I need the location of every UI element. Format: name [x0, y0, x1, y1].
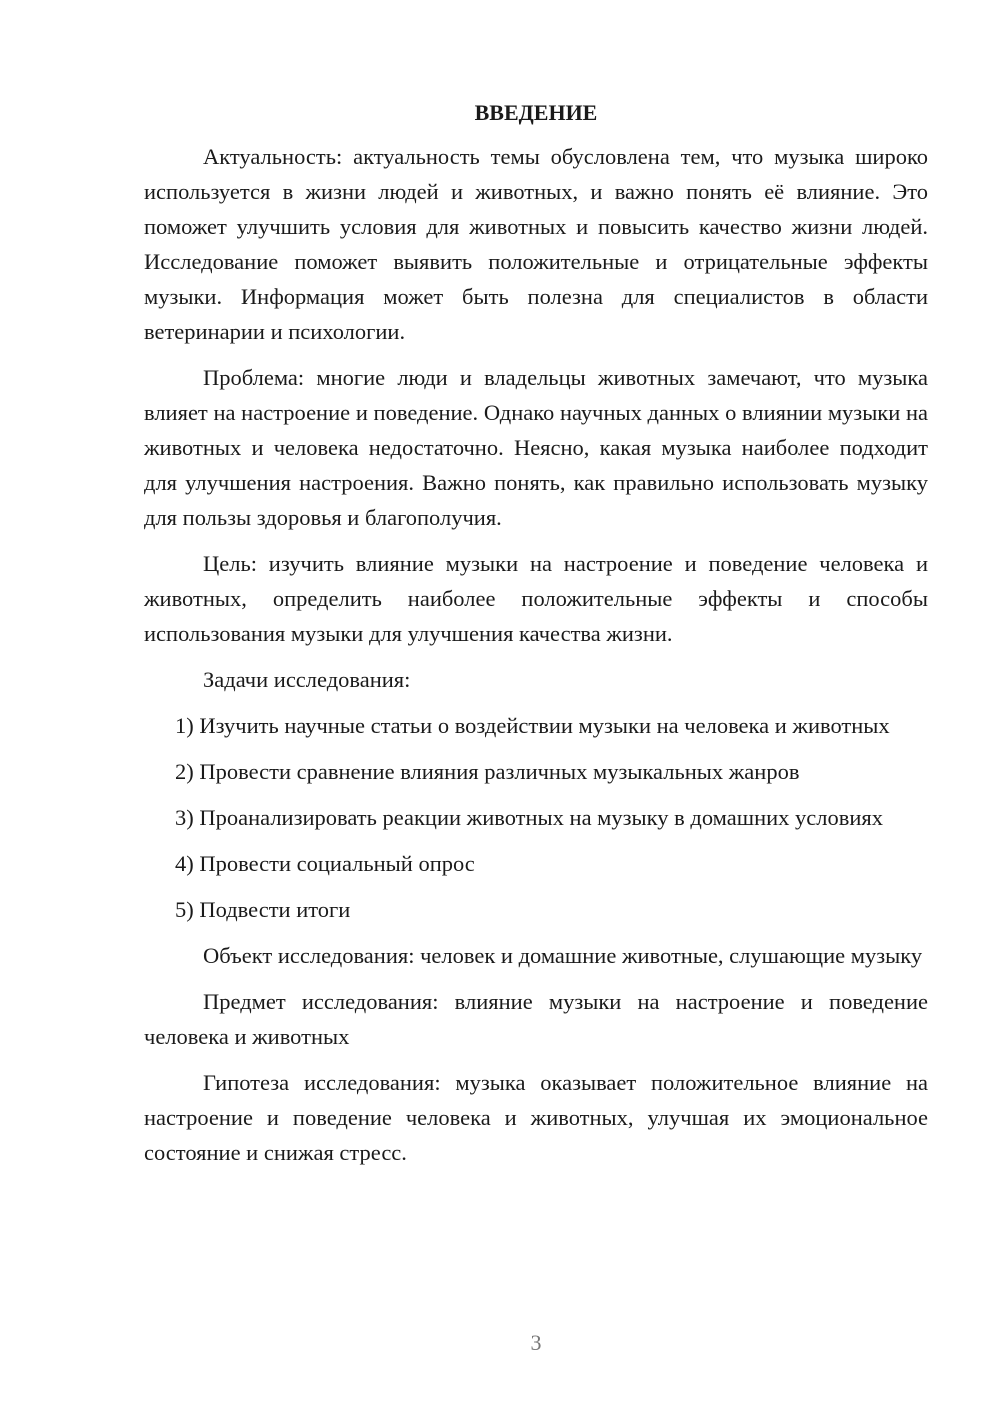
- task-item-4: 4) Провести социальный опрос: [175, 851, 475, 876]
- relevance-paragraph: Актуальность: актуальность темы обусловлена тем, что музыка широко используется в жизни людей и животных, и важно понять её влияние. Это поможет улучшить условия для животных и повысить качество жизни людей. Исследование поможет выявить положительные и отрицательные эффекты музыки. Информация может быть полезна для специалистов в области ветеринарии и психологии.: [144, 144, 928, 344]
- problem-paragraph: Проблема: многие люди и владельцы животных замечают, что музыка влияет на настроение и поведение. Однако научных данных о влиянии музыки на животных и человека недостаточно. Неясно, какая музыка наиболее подходит для улучшения настроения. Важно понять, как правильно использовать музыку для пользы здоровья и благополучия.: [144, 365, 928, 530]
- research-subject-paragraph: Предмет исследования: влияние музыки на настроение и поведение человека и животных: [144, 989, 928, 1049]
- tasks-heading: Задачи исследования:: [203, 667, 411, 692]
- goal-paragraph: Цель: изучить влияние музыки на настроение и поведение человека и животных, определить наиболее положительные эффекты и способы использования музыки для улучшения качества жизни.: [144, 551, 928, 646]
- hypothesis-paragraph: Гипотеза исследования: музыка оказывает положительное влияние на настроение и поведение человека и животных, улучшая их эмоциональное состояние и снижая стресс.: [144, 1070, 928, 1165]
- page-number: 3: [530, 1330, 542, 1355]
- task-list: [144, 708, 928, 927]
- task-item-3: 3) Проанализировать реакции животных на музыку в домашних условиях: [175, 805, 884, 830]
- section-heading: ВВЕДЕНИЕ: [474, 100, 598, 125]
- task-item-5: 5) Подвести итоги: [175, 897, 351, 922]
- research-object-paragraph: Объект исследования: человек и домашние животные, слушающие музыку: [203, 943, 923, 968]
- task-item-1: 1) Изучить научные статьи о воздействии музыки на человека и животных: [175, 713, 890, 738]
- document-page: [144, 95, 928, 1181]
- task-item-2: 2) Провести сравнение влияния различных музыкальных жанров: [175, 759, 800, 784]
